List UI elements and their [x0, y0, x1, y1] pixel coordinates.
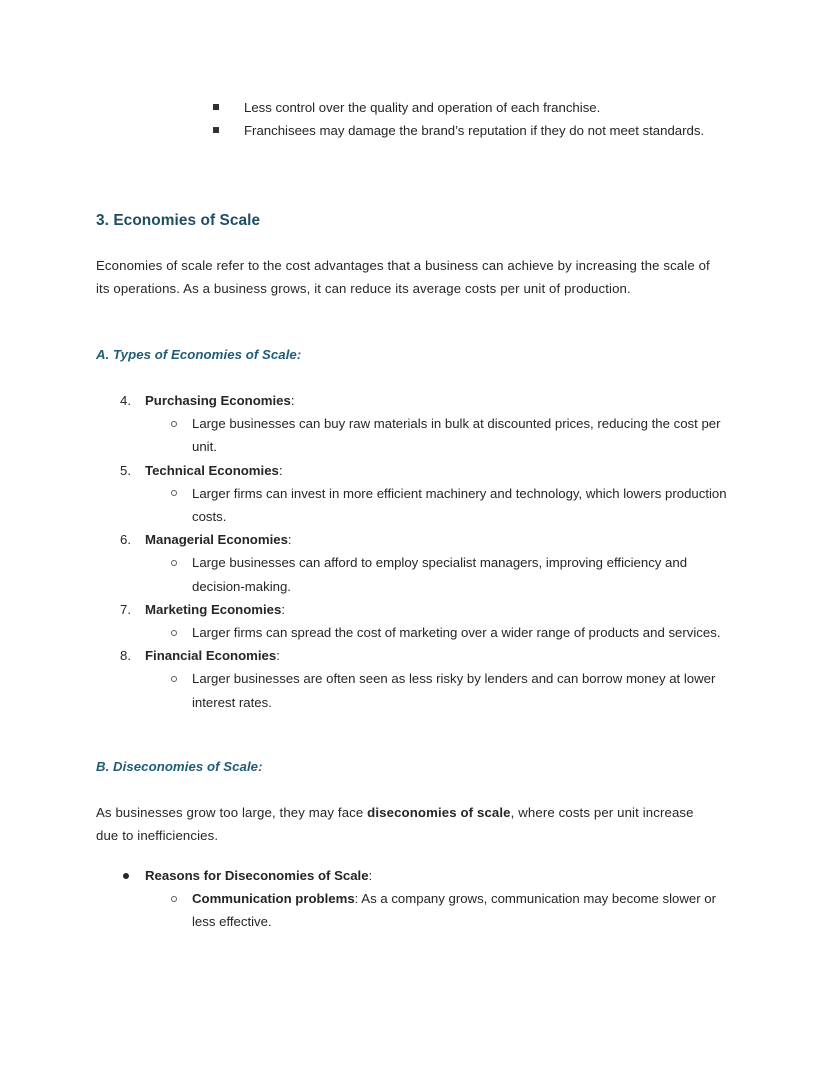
disc-bullet-icon	[123, 873, 129, 879]
sub-list-item-text: Larger firms can spread the cost of marketing over a wider range of products and services.	[192, 625, 721, 641]
numbered-list-item	[120, 459, 734, 529]
sub-detail-list	[145, 482, 734, 528]
term-label: Managerial Economies	[145, 532, 288, 548]
sub-term-label: Communication problems	[192, 891, 355, 907]
sub-detail-list	[145, 621, 734, 644]
numbered-list-item	[120, 528, 734, 598]
sub-list-item	[145, 667, 734, 713]
section-heading: 3. Economies of Scale	[96, 212, 261, 229]
sub-list-item	[145, 551, 734, 597]
numbered-list-item	[120, 598, 734, 644]
term-colon: :	[281, 601, 285, 617]
circle-bullet-icon	[171, 896, 177, 902]
sub-detail-list	[145, 887, 734, 933]
diseconomies-paragraph	[96, 801, 696, 847]
list-item-heading	[145, 868, 372, 883]
continued-bullet-list	[213, 96, 713, 142]
term-colon: :	[290, 393, 295, 408]
list-item	[120, 864, 734, 934]
term-colon: :	[287, 532, 292, 548]
list-number: 7.	[120, 601, 131, 617]
list-item-heading	[145, 528, 734, 551]
list-number: 4.	[120, 393, 131, 408]
list-item-heading	[145, 644, 734, 667]
circle-bullet-icon	[171, 490, 177, 496]
sub-list-item	[145, 412, 734, 458]
list-number: 6.	[120, 532, 131, 548]
types-of-economies-list	[120, 389, 734, 714]
term-label: Reasons for Diseconomies of Scale	[145, 868, 369, 883]
circle-bullet-icon	[171, 421, 177, 427]
square-bullet-icon	[213, 127, 219, 133]
sub-detail-list	[145, 667, 734, 713]
term-label: Financial Economies	[145, 648, 277, 664]
numbered-list-item	[120, 644, 734, 714]
paragraph-text-part-1: As businesses grow too large, they may face	[96, 805, 368, 820]
reasons-for-diseconomies-list	[120, 864, 734, 934]
paragraph-emphasis: diseconomies of scale	[367, 805, 511, 820]
subsection-a-heading: A. Types of Economies of Scale:	[96, 347, 302, 362]
list-item-heading	[145, 389, 734, 412]
term-label: Marketing Economies	[145, 601, 282, 617]
circle-bullet-icon	[171, 630, 177, 636]
sub-list-item-text: : As a company grows, communication may become slower or less effective.	[192, 891, 717, 930]
list-item-heading	[145, 598, 734, 621]
list-item	[213, 96, 713, 119]
subsection-b-heading: B. Diseconomies of Scale:	[96, 759, 263, 774]
list-item-text: Less control over the quality and operation of each franchise.	[244, 100, 601, 115]
list-number: 8.	[120, 648, 131, 664]
sub-list-item-text: Larger businesses are often seen as less risky by lenders and can borrow money at lower interest rates.	[192, 671, 716, 710]
section-intro-paragraph: Economies of scale refer to the cost advantages that a business can achieve by increasing the scale of its operations. As a business grows, it can reduce its average costs per unit of production.	[96, 258, 710, 297]
sub-list-item	[145, 482, 734, 528]
list-number: 5.	[120, 462, 131, 478]
circle-bullet-icon	[171, 560, 177, 566]
circle-bullet-icon	[171, 676, 177, 682]
sub-detail-list	[145, 412, 734, 458]
sub-detail-list	[145, 551, 734, 597]
sub-list-item-text: Larger firms can invest in more efficient machinery and technology, which lowers production costs.	[192, 485, 727, 525]
term-label: Technical Economies	[145, 462, 279, 478]
term-colon: :	[368, 868, 373, 883]
paragraph-text-part-2: , where costs per unit increase due to inefficiencies.	[96, 805, 694, 844]
sub-list-item-text: Large businesses can buy raw materials in bulk at discounted prices, reducing the cost per unit.	[192, 416, 721, 455]
square-bullet-icon	[213, 104, 219, 110]
list-item-text: Franchisees may damage the brand’s reputation if they do not meet standards.	[244, 123, 705, 139]
list-item	[213, 119, 713, 142]
sub-list-item-text: Large businesses can afford to employ specialist managers, improving efficiency and decision-making.	[192, 555, 688, 594]
numbered-list-item	[120, 389, 734, 459]
term-colon: :	[276, 648, 280, 664]
sub-list-item	[145, 621, 734, 644]
term-label: Purchasing Economies	[145, 393, 291, 408]
sub-list-item	[145, 887, 734, 933]
term-colon: :	[278, 462, 283, 478]
list-item-heading	[145, 459, 734, 482]
